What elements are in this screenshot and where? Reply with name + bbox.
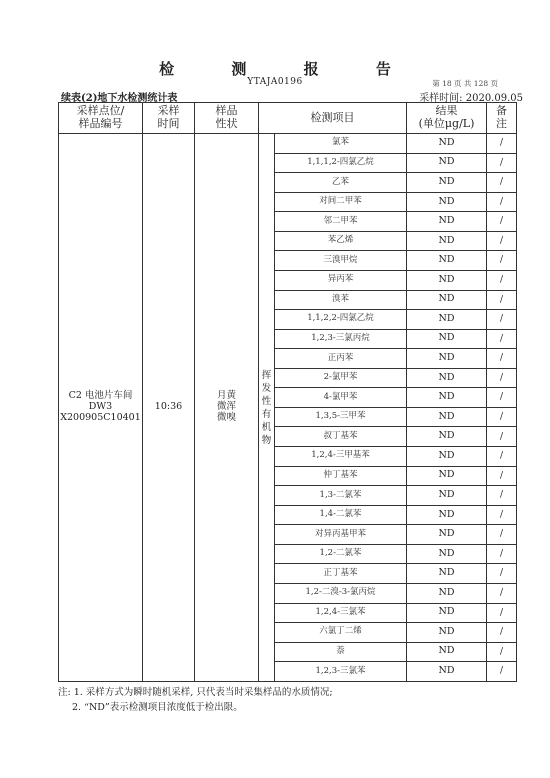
remark-cell: / [487, 153, 517, 173]
item-cell: 1,2-二溴-3-氯丙烷 [275, 583, 407, 603]
result-cell: ND [407, 466, 487, 486]
item-cell: 叔丁基苯 [275, 427, 407, 447]
item-cell: 正丙苯 [275, 349, 407, 369]
remark-cell: / [487, 486, 517, 506]
remark-cell: / [487, 447, 517, 467]
note-1: 注: 1. 采样方式为瞬时随机采样, 只代表当时采集样品的水质情况; [58, 687, 333, 698]
item-cell: 1,2,3-三氯丙烷 [275, 329, 407, 349]
item-cell: 1,1,1,2-四氯乙烷 [275, 153, 407, 173]
sampling-date: 采样时间: 2020.09.05 [419, 93, 523, 104]
remark-cell: / [487, 290, 517, 310]
remark-cell: / [487, 662, 517, 682]
notes [58, 685, 333, 715]
result-cell: ND [407, 329, 487, 349]
remark-cell: / [487, 270, 517, 290]
note-2: 2. “ND”表示检测项目浓度低于检出限。 [72, 702, 243, 713]
groundwater-results-table [58, 102, 517, 682]
item-cell: 1,1,2,2-四氯乙烷 [275, 310, 407, 330]
sample-appearance-cell: 月黄 微浑 微嗅 [195, 134, 259, 682]
result-cell: ND [407, 662, 487, 682]
result-cell: ND [407, 564, 487, 584]
item-cell: 1,3-二氯苯 [275, 486, 407, 506]
result-cell: ND [407, 583, 487, 603]
item-cell: 对异丙基甲苯 [275, 525, 407, 545]
remark-cell: / [487, 525, 517, 545]
item-cell: 1,2,4-三甲基苯 [275, 447, 407, 467]
remark-cell: / [487, 466, 517, 486]
result-cell: ND [407, 270, 487, 290]
report-code: YTAJA0196 [247, 77, 303, 87]
remark-cell: / [487, 642, 517, 662]
header-remark: 备 注 [487, 103, 517, 134]
item-cell: 三溴甲烷 [275, 251, 407, 271]
item-cell: 溴苯 [275, 290, 407, 310]
sample-location-cell: C2 电池片车间 DW3 X200905C10401 [59, 134, 143, 682]
item-cell: 4-氯甲苯 [275, 388, 407, 408]
remark-cell: / [487, 310, 517, 330]
result-cell: ND [407, 544, 487, 564]
remark-cell: / [487, 192, 517, 212]
header-location: 采样点位/ 样品编号 [59, 103, 143, 134]
result-cell: ND [407, 623, 487, 643]
result-cell: ND [407, 349, 487, 369]
report-title: 检 测 报 告 [159, 60, 417, 78]
item-cell: 异丙苯 [275, 270, 407, 290]
remark-cell: / [487, 329, 517, 349]
result-cell: ND [407, 134, 487, 154]
item-cell: 2-氯甲苯 [275, 368, 407, 388]
item-cell: 仲丁基苯 [275, 466, 407, 486]
remark-cell: / [487, 544, 517, 564]
remark-cell: / [487, 231, 517, 251]
result-cell: ND [407, 642, 487, 662]
item-cell: 六氯丁二烯 [275, 623, 407, 643]
remark-cell: / [487, 251, 517, 271]
result-cell: ND [407, 251, 487, 271]
item-cell: 1,2,3-三氯苯 [275, 662, 407, 682]
table-title: 续表(2)地下水检测统计表 [61, 93, 178, 104]
header-row [59, 103, 517, 134]
remark-cell: / [487, 173, 517, 193]
remark-cell: / [487, 603, 517, 623]
item-cell: 1,2,4-三氯苯 [275, 603, 407, 623]
remark-cell: / [487, 583, 517, 603]
page-info: 第 18 页 共 128 页 [432, 79, 498, 88]
remark-cell: / [487, 427, 517, 447]
item-cell: 1,4-二氯苯 [275, 505, 407, 525]
item-cell: 氯苯 [275, 134, 407, 154]
item-cell: 正丁基苯 [275, 564, 407, 584]
item-cell: 萘 [275, 642, 407, 662]
item-cell: 1,2-二氯苯 [275, 544, 407, 564]
result-cell: ND [407, 368, 487, 388]
result-cell: ND [407, 192, 487, 212]
result-cell: ND [407, 486, 487, 506]
result-cell: ND [407, 310, 487, 330]
remark-cell: / [487, 407, 517, 427]
result-cell: ND [407, 407, 487, 427]
table-row [59, 134, 517, 154]
header-item: 检测项目 [259, 103, 407, 134]
remark-cell: / [487, 368, 517, 388]
result-cell: ND [407, 153, 487, 173]
header-time: 采样 时间 [143, 103, 195, 134]
result-cell: ND [407, 427, 487, 447]
result-cell: ND [407, 525, 487, 545]
result-cell: ND [407, 173, 487, 193]
item-cell: 1,3,5-三甲苯 [275, 407, 407, 427]
remark-cell: / [487, 505, 517, 525]
result-cell: ND [407, 447, 487, 467]
header-result: 结果 (单位μg/L) [407, 103, 487, 134]
result-cell: ND [407, 388, 487, 408]
item-cell: 对间二甲苯 [275, 192, 407, 212]
result-cell: ND [407, 603, 487, 623]
remark-cell: / [487, 349, 517, 369]
category-cell: 挥 发 性 有 机 物 [259, 134, 275, 682]
result-cell: ND [407, 231, 487, 251]
remark-cell: / [487, 212, 517, 232]
remark-cell: / [487, 134, 517, 154]
remark-cell: / [487, 388, 517, 408]
remark-cell: / [487, 623, 517, 643]
result-cell: ND [407, 290, 487, 310]
item-cell: 邻二甲苯 [275, 212, 407, 232]
item-cell: 乙苯 [275, 173, 407, 193]
header-appearance: 样品 性状 [195, 103, 259, 134]
result-cell: ND [407, 212, 487, 232]
sample-time-cell: 10:36 [143, 134, 195, 682]
remark-cell: / [487, 564, 517, 584]
item-cell: 苯乙烯 [275, 231, 407, 251]
result-cell: ND [407, 505, 487, 525]
